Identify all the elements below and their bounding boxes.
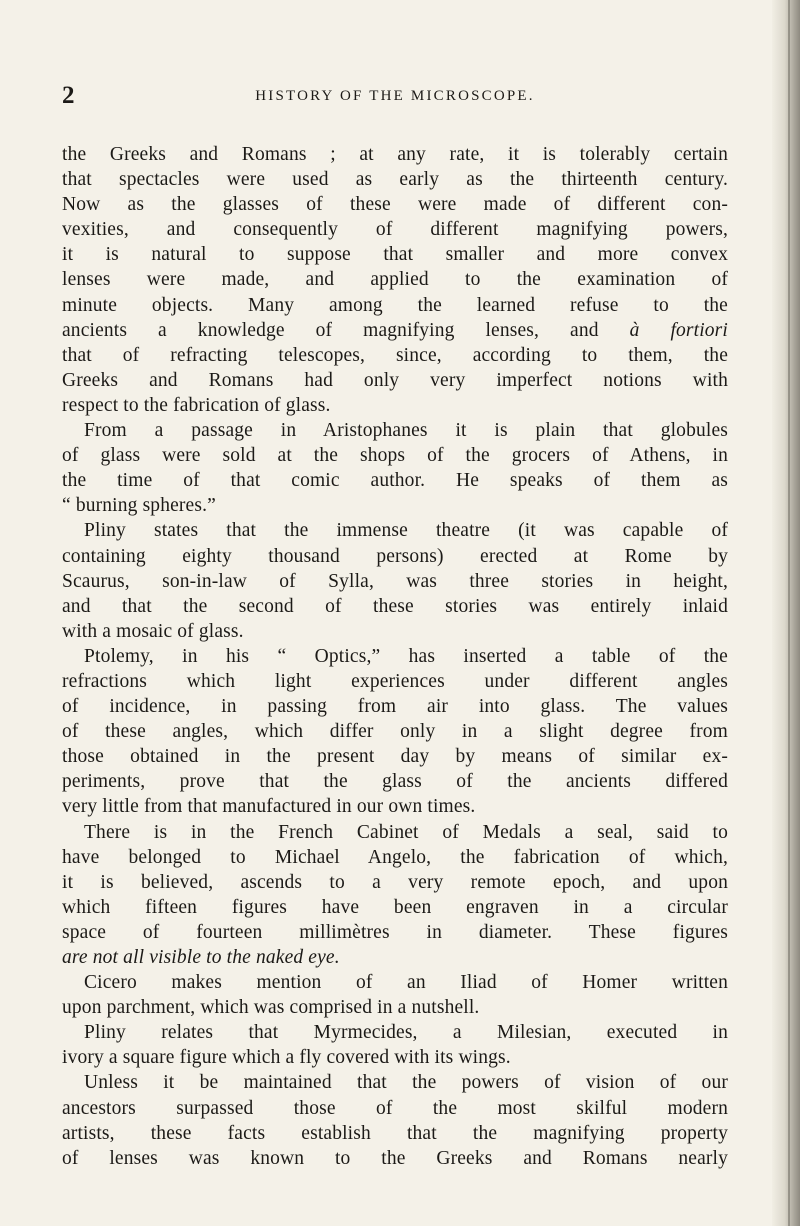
line-text: From a passage in Aristophanes it is plain that globules xyxy=(84,420,728,442)
line-text: Pliny states that the immense theatre (it was capable of xyxy=(84,520,728,542)
text-line xyxy=(62,995,728,1020)
text-line xyxy=(62,217,728,242)
line-text: of these angles, which differ only in a slight degree from xyxy=(62,721,728,743)
text-line xyxy=(62,343,728,368)
text-line xyxy=(62,895,728,920)
italic-phrase: are not all visible to the naked eye. xyxy=(62,947,340,968)
line-text: that spectacles were used as early as the thirteenth century. xyxy=(62,169,728,191)
line-text: space of fourteen millimètres in diameter. These figures xyxy=(62,921,728,943)
line-text: There is in the French Cabinet of Medals a seal, said to xyxy=(84,821,728,843)
line-text: vexities, and consequently of different magnifying powers, xyxy=(62,219,728,241)
text-line xyxy=(62,493,728,518)
text-line xyxy=(62,644,728,669)
text-line xyxy=(62,1096,728,1121)
line-text: those obtained in the present day by means of similar ex- xyxy=(62,746,728,768)
line-text: periments, prove that the glass of the ancients differed xyxy=(62,771,728,793)
text-line xyxy=(62,1045,728,1070)
line-text: Scaurus, son-in-law of Sylla, was three stories in height, xyxy=(62,570,728,592)
line-text: which fifteen figures have been engraven in a circular xyxy=(62,896,728,918)
text-line xyxy=(62,318,728,343)
line-text: it is believed, ascends to a very remote epoch, and upon xyxy=(62,871,728,893)
line-text: minute objects. Many among the learned refuse to the xyxy=(62,294,728,316)
text-line xyxy=(62,293,728,318)
text-line xyxy=(62,845,728,870)
text-line xyxy=(62,1070,728,1095)
text-line xyxy=(62,368,728,393)
line-text: lenses were made, and applied to the examination of xyxy=(62,269,728,291)
text-line xyxy=(62,820,728,845)
line-text: Greeks and Romans had only very imperfect notions with xyxy=(62,369,728,391)
line-text: Unless it be maintained that the powers of vision of our xyxy=(84,1072,728,1094)
text-line xyxy=(62,443,728,468)
text-line xyxy=(62,1020,728,1045)
text-line xyxy=(62,1121,728,1146)
line-text: ancestors surpassed those of the most skilful modern xyxy=(62,1097,728,1119)
text-line xyxy=(62,945,728,970)
text-line xyxy=(62,142,728,167)
text-line xyxy=(62,594,728,619)
text-line xyxy=(62,970,728,995)
line-text: respect to the fabrication of glass. xyxy=(62,394,331,416)
scanned-page-edge xyxy=(772,0,800,1226)
line-text: the Greeks and Romans ; at any rate, it is tolerably certain xyxy=(62,144,728,165)
line-text: Now as the glasses of these were made of different con- xyxy=(62,194,728,216)
line-text: refractions which light experiences under different angles xyxy=(62,670,728,692)
body-text xyxy=(62,142,728,1171)
text-line xyxy=(62,920,728,945)
running-head xyxy=(62,82,728,122)
line-text: that of refracting telescopes, since, according to them, the xyxy=(62,344,728,366)
line-text: Cicero makes mention of an Iliad of Homer written xyxy=(84,972,728,994)
text-line xyxy=(62,192,728,217)
text-line xyxy=(62,694,728,719)
line-text: it is natural to suppose that smaller and more convex xyxy=(62,244,728,266)
text-line xyxy=(62,518,728,543)
text-line xyxy=(62,418,728,443)
text-line xyxy=(62,794,728,819)
line-text: have belonged to Michael Angelo, the fabrication of which, xyxy=(62,846,728,868)
italic-phrase: à fortiori xyxy=(629,319,728,341)
text-line xyxy=(62,267,728,292)
line-text: ivory a square figure which a fly covered with its wings. xyxy=(62,1047,511,1069)
text-line xyxy=(62,544,728,569)
line-text: the time of that comic author. He speaks of them as xyxy=(62,470,728,492)
line-text: ancients a knowledge of magnifying lenses, and xyxy=(62,319,599,341)
line-text: of incidence, in passing from air into glass. The values xyxy=(62,696,728,718)
line-text: of lenses was known to the Greeks and Romans nearly xyxy=(62,1147,728,1169)
line-text: Pliny relates that Myrmecides, a Milesian, executed in xyxy=(84,1022,728,1044)
line-text: very little from that manufactured in our own times. xyxy=(62,796,476,818)
running-title: HISTORY OF THE MICROSCOPE. xyxy=(255,88,535,104)
line-text: Ptolemy, in his “ Optics,” has inserted a table of the xyxy=(84,645,728,667)
text-line xyxy=(62,242,728,267)
line-text: upon parchment, which was comprised in a nutshell. xyxy=(62,997,480,1019)
text-line xyxy=(62,167,728,192)
text-line xyxy=(62,393,728,418)
line-text: and that the second of these stories was entirely inlaid xyxy=(62,595,728,617)
text-line xyxy=(62,468,728,493)
text-line xyxy=(62,870,728,895)
page-number: 2 xyxy=(62,82,75,109)
text-line xyxy=(62,669,728,694)
text-line xyxy=(62,619,728,644)
book-page xyxy=(62,82,728,1171)
line-text: containing eighty thousand persons) erected at Rome by xyxy=(62,545,728,567)
text-line xyxy=(62,1146,728,1171)
text-line xyxy=(62,719,728,744)
line-text: artists, these facts establish that the magnifying property xyxy=(62,1122,728,1144)
line-text: with a mosaic of glass. xyxy=(62,620,244,642)
line-text: “ burning spheres.” xyxy=(62,495,216,517)
text-line xyxy=(62,769,728,794)
text-line xyxy=(62,744,728,769)
text-line xyxy=(62,569,728,594)
line-text: of glass were sold at the shops of the grocers of Athens, in xyxy=(62,445,728,467)
